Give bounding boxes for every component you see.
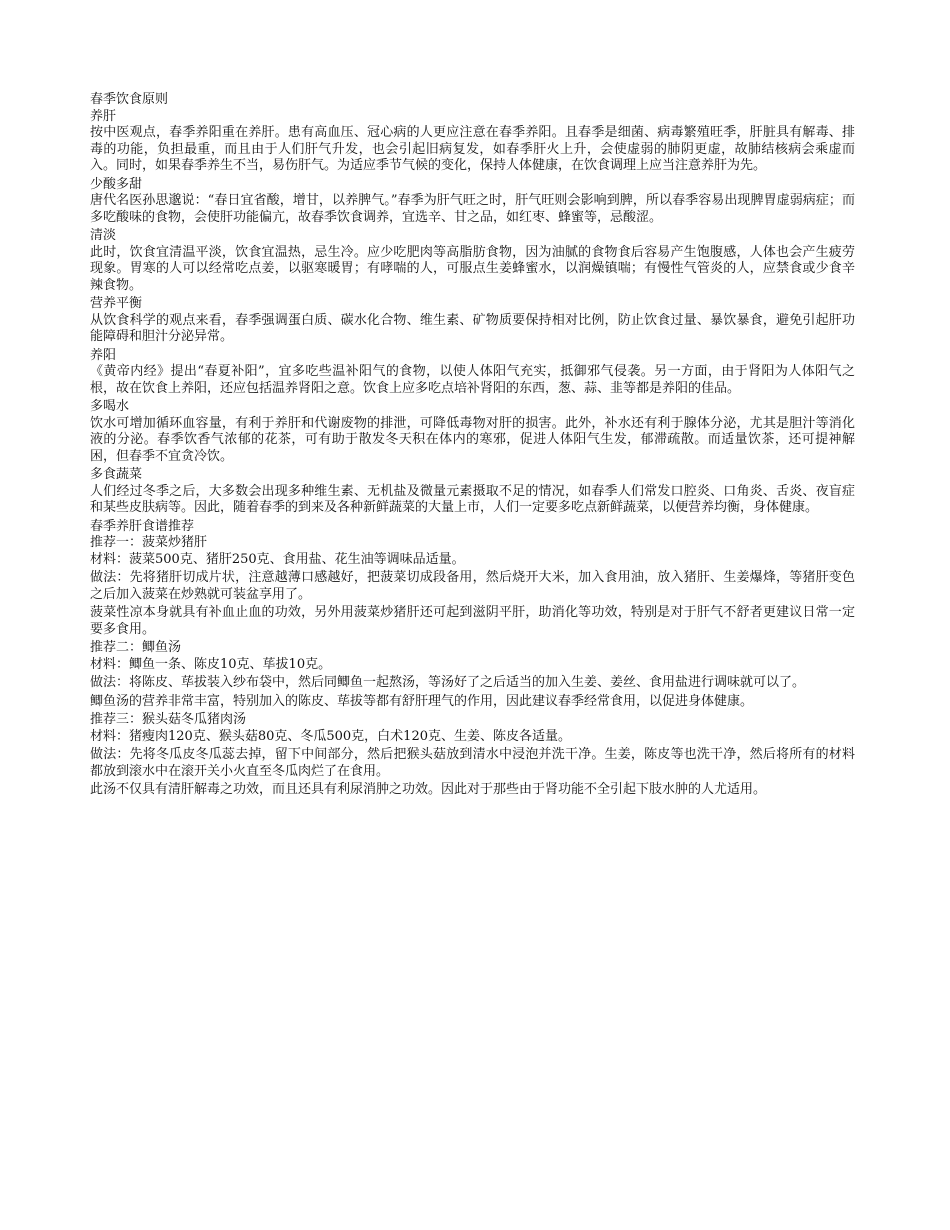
section-body: 唐代名医孙思邈说：“春日宜省酸，增甘，以养脾气。”春季为肝气旺之时，肝气旺则会影响到脾，所以春季容易出现脾胃虚弱病症；而多吃酸味的食物，会使肝功能偏亢，故春季饮食调养，宜选辛、甘之品，如红枣、蜂蜜等，忌酸涩。 [90,193,855,225]
recipe-method: 做法：将陈皮、荜拔装入纱布袋中，然后同鲫鱼一起熬汤，等汤好了之后适当的加入生姜、姜丝、食用盐进行调味就可以了。 [90,675,806,690]
recipe-materials: 材料：鲫鱼一条、陈皮10克、荜拔10克。 [90,656,332,672]
recipe-name: 推荐二：鲫鱼汤 [90,640,182,655]
recipe-materials: 材料：菠菜500克、猪肝250克、食用盐、花生油等调味品适量。 [90,551,465,567]
recipes-title: 春季养肝食谱推荐 [90,518,195,534]
section-body: 人们经过冬季之后，大多数会出现多种维生素、无机盐及微量元素摄取不足的情况，如春季人们常发口腔炎、口角炎、舌炎、夜盲症和某些皮肤病等。因此，随着春季的到来及各种新鲜蔬菜的大量上市，人们一定要多吃点新鲜蔬菜，以便营养均衡，身体健康。 [90,483,855,515]
recipe-materials: 材料：猪瘦肉120克、猴头菇80克、冬瓜500克，白术120克、生姜、陈皮各适量。 [90,728,571,744]
recipe-name: 推荐三：猴头菇冬瓜猪肉汤 [90,712,247,727]
recipe-name: 推荐一：菠菜炒猪肝 [90,535,208,550]
section-heading: 多食蔬菜 [90,467,143,482]
recipe-note: 此汤不仅具有清肝解毒之功效，而且还具有利尿消肿之功效。因此对于那些由于肾功能不全引起下肢水肿的人尤适用。 [90,782,767,797]
section-heading: 清淡 [90,228,117,243]
section-body: 《黄帝内经》提出“春夏补阳”，宜多吃些温补阳气的食物，以使人体阳气充实，抵御邪气侵袭。另一方面，由于肾阳为人体阳气之根，故在饮食上养阳，还应包括温养肾阳之意。饮食上应多吃点培补肾阳的东西，葱、蒜、韭等都是养阳的佳品。 [90,364,855,396]
section-body: 从饮食科学的观点来看，春季强调蛋白质、碳水化合物、维生素、矿物质要保持相对比例，防止饮食过量、暴饮暴食，避免引起肝功能障碍和胆汁分泌异常。 [90,312,855,344]
section-body: 按中医观点，春季养阳重在养肝。患有高血压、冠心病的人更应注意在春季养阳。且春季是细菌、病毒繁殖旺季，肝脏具有解毒、排毒的功能，负担最重，而且由于人们肝气升发，也会引起旧病复发，如春季肝火上升，会使虚弱的肺阴更虚，故肺结核病会乘虚而入。同时，如果春季养生不当，易伤肝气。为适应季节气候的变化，保持人体健康，在饮食调理上应当注意养肝为先。 [90,125,855,173]
section-heading: 少酸多甜 [90,176,143,192]
recipe-note: 鲫鱼汤的营养非常丰富，特别加入的陈皮、荜拔等都有舒肝理气的作用，因此建议春季经常食用，以促进身体健康。 [90,693,754,709]
section-heading: 营养平衡 [90,296,143,311]
section-body: 饮水可增加循环血容量，有利于养肝和代谢废物的排泄，可降低毒物对肝的损害。此外，补水还有利于腺体分泌，尤其是胆汁等消化液的分泌。春季饮香气浓郁的花茶，可有助于散发冬天积在体内的寒邪，促进人体阳气生发，郁滞疏散。而适量饮茶，还可提神解困，但春季不宜贪冷饮。 [90,415,855,464]
section-body: 此时，饮食宜清温平淡，饮食宜温热，忌生冷。应少吃肥肉等高脂肪食物，因为油腻的食物食后容易产生饱腹感，人体也会产生疲劳现象。胃寒的人可以经常吃点姜，以驱寒暖胃；有哮喘的人，可服点生姜蜂蜜水，以润燥镇喘；有慢性气管炎的人，应禁食或少食辛辣食物。 [90,244,855,293]
document-page [90,92,855,801]
section-heading: 养阳 [90,347,117,363]
document-title: 春季饮食原则 [90,92,169,107]
section-heading: 多喝水 [90,399,130,414]
recipe-note: 菠菜性凉本身就具有补血止血的功效，另外用菠菜炒猪肝还可起到滋阴平肝，助消化等功效，特别是对于肝气不舒者更建议日常一定要多食用。 [90,605,855,637]
recipe-method: 做法：先将冬瓜皮冬瓜蕊去掉，留下中间部分，然后把猴头菇放到清水中浸泡并洗干净。生姜，陈皮等也洗干净，然后将所有的材料都放到滚水中在滚开关小火直至冬瓜肉烂了在食用。 [90,747,855,779]
section-heading: 养肝 [90,108,117,124]
recipe-method: 做法：先将猪肝切成片状，注意越薄口感越好，把菠菜切成段备用，然后烧开大米，加入食用油，放入猪肝、生姜爆烽，等猪肝变色之后加入菠菜在炒熟就可装盆享用了。 [90,570,855,602]
